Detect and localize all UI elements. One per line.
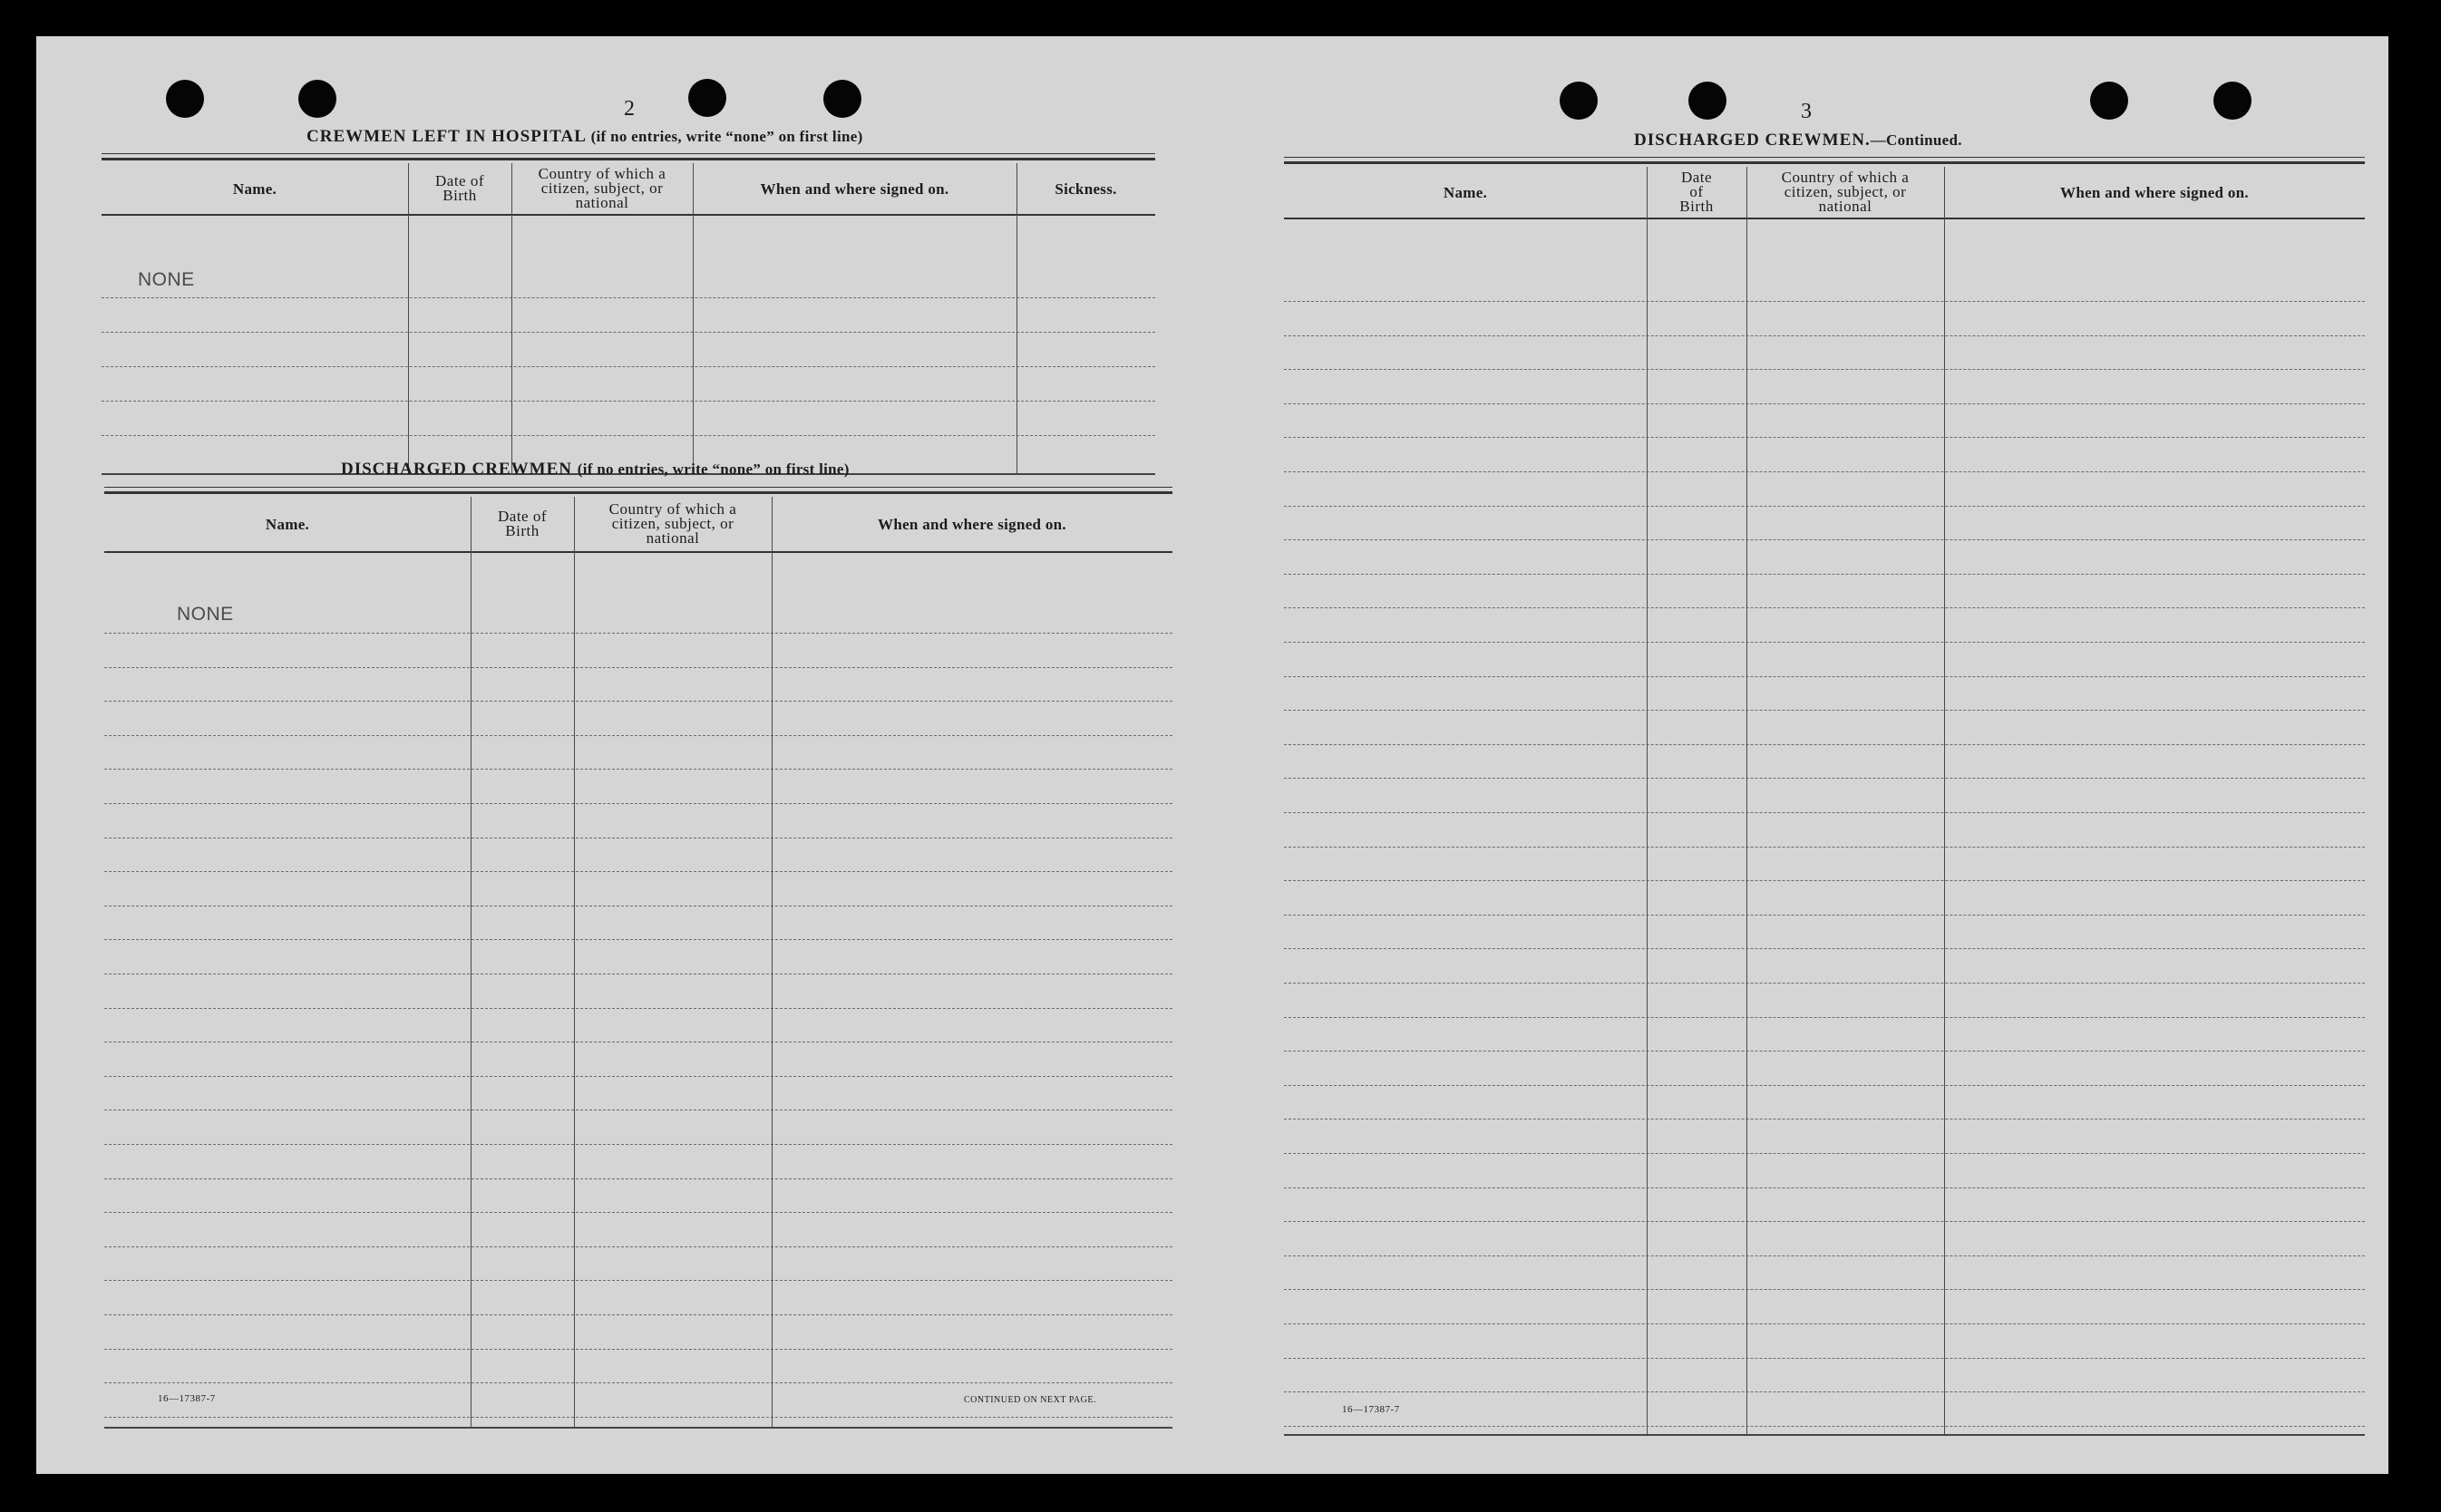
table-row xyxy=(1284,539,2365,540)
table-row xyxy=(104,1417,1172,1418)
hospital-first-entry: NONE xyxy=(138,269,195,290)
table-row xyxy=(1284,1085,2365,1086)
discharged-table-header xyxy=(104,497,1172,553)
table-row xyxy=(1284,1426,2365,1427)
table-row xyxy=(1284,847,2365,848)
discharged-first-entry: NONE xyxy=(177,604,234,625)
col-signed-on-header: When and where signed on. xyxy=(760,179,949,198)
table-row xyxy=(102,401,1155,402)
table-row xyxy=(1284,437,2365,438)
table-row xyxy=(1284,403,2365,404)
table-row xyxy=(1284,1153,2365,1154)
column-divider xyxy=(511,163,512,473)
table-row xyxy=(1284,574,2365,575)
table-row xyxy=(104,871,1172,872)
table-row xyxy=(1284,369,2365,370)
punch-hole xyxy=(1560,82,1598,120)
hospital-title-text: CREWMEN LEFT IN HOSPITAL xyxy=(306,127,586,146)
document-sheet xyxy=(36,36,2388,1474)
table-row xyxy=(104,735,1172,736)
table-row xyxy=(102,332,1155,333)
table-row xyxy=(1284,948,2365,949)
hospital-table xyxy=(102,153,1155,477)
discharged-title-instruction: (if no entries, write “none” on first line) xyxy=(577,460,850,478)
column-divider xyxy=(1944,167,1945,1434)
table-row xyxy=(104,1246,1172,1247)
col-sickness-header: Sickness. xyxy=(1055,179,1117,198)
table-row xyxy=(104,803,1172,804)
column-divider xyxy=(1746,167,1747,1434)
punch-hole xyxy=(823,80,861,118)
col-dob-header: Date of Birth xyxy=(435,171,485,204)
table-row xyxy=(1284,983,2365,984)
page-number-right: 3 xyxy=(1801,100,1812,123)
table-row xyxy=(1284,301,2365,302)
column-divider xyxy=(574,497,575,1427)
table-bottom-rule xyxy=(104,1427,1172,1429)
hospital-table-header xyxy=(102,163,1155,216)
table-row xyxy=(104,1382,1172,1383)
table-bottom-rule xyxy=(1284,1434,2365,1436)
table-row xyxy=(1284,812,2365,813)
column-divider xyxy=(693,163,694,473)
table-row xyxy=(1284,710,2365,711)
discharged-continued-table xyxy=(1284,157,2365,1439)
punch-hole xyxy=(166,80,204,118)
column-divider xyxy=(1647,167,1648,1434)
discharged-title-text: DISCHARGED CREWMEN xyxy=(341,460,572,479)
continued-table-header xyxy=(1284,167,2365,219)
table-row xyxy=(1284,1187,2365,1188)
right-title-text: DISCHARGED CREWMEN. xyxy=(1634,131,1871,150)
col-name-header: Name. xyxy=(1443,183,1488,201)
table-row xyxy=(1284,1255,2365,1256)
table-row xyxy=(102,366,1155,367)
table-row xyxy=(1284,1358,2365,1359)
table-row xyxy=(1284,676,2365,677)
table-row xyxy=(104,701,1172,702)
discharged-section-title xyxy=(341,460,850,480)
col-dob-header: Date of Birth xyxy=(498,507,548,539)
table-row xyxy=(1284,1289,2365,1290)
column-divider xyxy=(772,497,773,1427)
table-row xyxy=(104,1144,1172,1145)
table-row xyxy=(1284,1051,2365,1052)
table-row xyxy=(1284,1221,2365,1222)
table-row xyxy=(104,633,1172,634)
table-row xyxy=(102,435,1155,436)
form-number-left: 16—17387-7 xyxy=(158,1393,216,1404)
table-row xyxy=(104,1178,1172,1179)
col-name-header: Name. xyxy=(265,515,310,533)
table-row xyxy=(1284,1017,2365,1018)
col-dob-header: Date of Birth xyxy=(1679,168,1714,216)
column-divider xyxy=(408,163,409,473)
table-row xyxy=(104,1008,1172,1009)
table-row xyxy=(104,1349,1172,1350)
punch-hole xyxy=(2090,82,2128,120)
table-row xyxy=(104,1212,1172,1213)
hospital-title-instruction: (if no entries, write “none” on first line) xyxy=(590,128,863,145)
punch-hole xyxy=(1688,82,1726,120)
discharged-table xyxy=(104,487,1172,1430)
table-row xyxy=(102,297,1155,298)
table-row xyxy=(1284,506,2365,507)
col-signed-on-header: When and where signed on. xyxy=(2060,183,2249,201)
table-row xyxy=(1284,607,2365,608)
table-row xyxy=(104,939,1172,940)
col-country-header: Country of which a citizen, subject, or national xyxy=(1781,168,1910,216)
table-row xyxy=(1284,744,2365,745)
table-row xyxy=(1284,1323,2365,1324)
col-country-header: Country of which a citizen, subject, or national xyxy=(538,164,666,212)
right-section-title xyxy=(1634,131,1962,150)
right-title-suffix: —Continued. xyxy=(1870,131,1962,149)
hospital-section-title xyxy=(306,127,863,147)
punch-hole xyxy=(2213,82,2251,120)
table-row xyxy=(1284,915,2365,916)
table-row xyxy=(104,1280,1172,1281)
punch-hole xyxy=(298,80,336,118)
table-row xyxy=(1284,778,2365,779)
table-row xyxy=(104,1314,1172,1315)
table-row xyxy=(1284,880,2365,881)
column-divider xyxy=(471,497,472,1427)
col-name-header: Name. xyxy=(232,179,277,198)
table-row xyxy=(1284,335,2365,336)
table-row xyxy=(1284,1391,2365,1392)
table-row xyxy=(104,667,1172,668)
punch-hole xyxy=(688,79,726,117)
page-number-left: 2 xyxy=(624,97,635,121)
column-divider xyxy=(1016,163,1017,473)
col-country-header: Country of which a citizen, subject, or national xyxy=(608,499,737,548)
col-signed-on-header: When and where signed on. xyxy=(878,515,1066,533)
table-row xyxy=(104,1076,1172,1077)
continued-note: CONTINUED ON NEXT PAGE. xyxy=(964,1395,1096,1405)
form-number-right: 16—17387-7 xyxy=(1342,1404,1400,1415)
table-row xyxy=(1284,642,2365,643)
table-row xyxy=(104,769,1172,770)
table-row xyxy=(1284,471,2365,472)
